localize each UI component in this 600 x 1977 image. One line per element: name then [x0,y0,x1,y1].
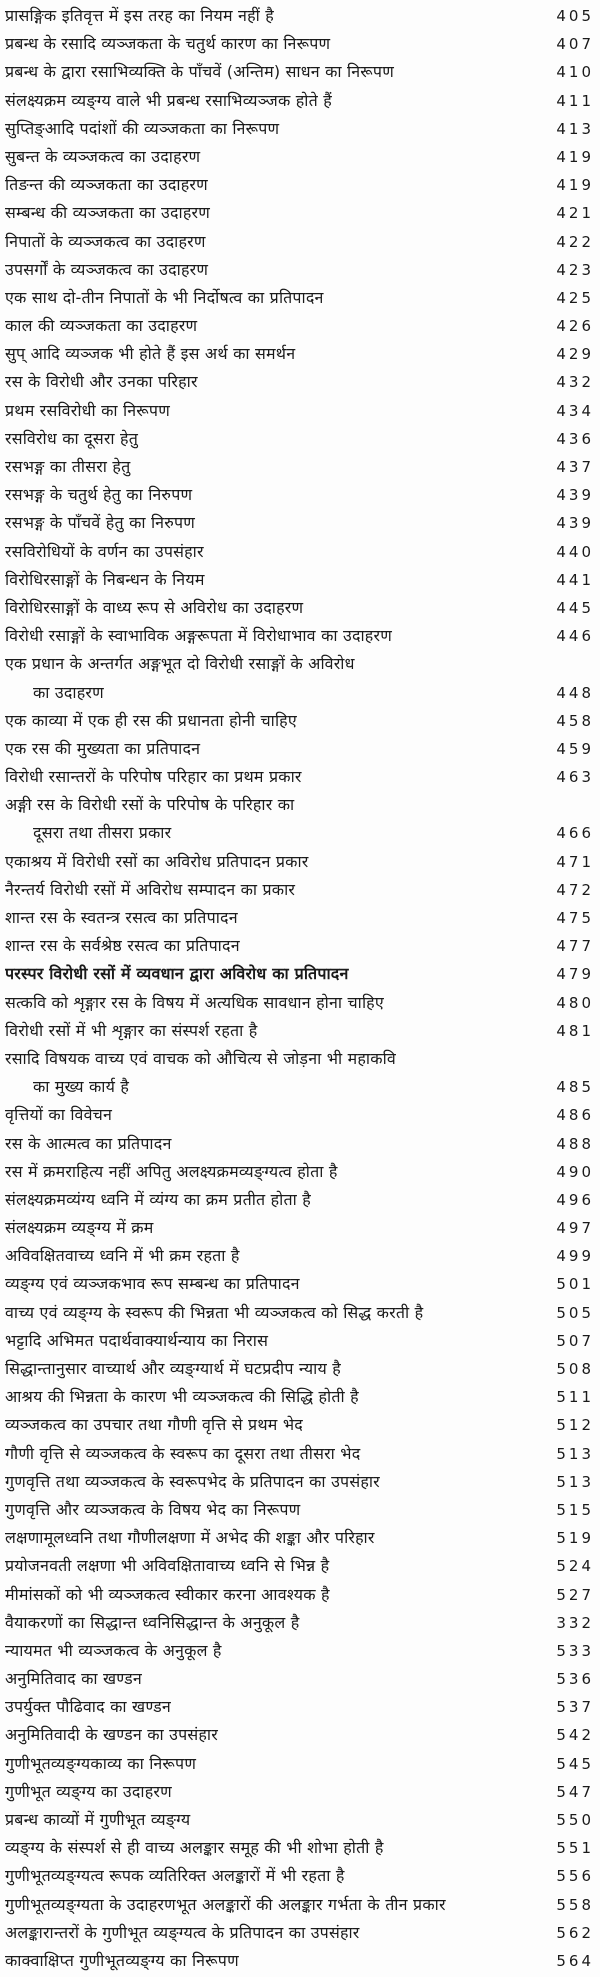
toc-entry-title: रस के विरोधी और उनका परिहार [5,372,198,392]
table-of-contents [5,2,594,1975]
toc-line [5,960,594,988]
toc-line [5,1186,594,1214]
toc-entry-title: व्यञ्जकत्व का उपचार तथा गौणी वृत्ति से प्रथम भेद [5,1415,303,1435]
toc-line [5,171,594,199]
toc-line [5,679,594,707]
toc-entry-title: प्रबन्ध के द्वारा रसाभिव्यक्ति के पाँचवें (अन्तिम) साधन का निरूपण [5,62,394,82]
toc-line [5,312,594,340]
toc-line [5,1101,594,1129]
toc-entry-page-number: 533 [556,1641,594,1660]
toc-entry-title: गुणवृत्ति तथा व्यञ्जकत्व के स्वरूपभेद के प्रतिपादन का उपसंहार [5,1471,380,1491]
toc-entry-page-number: 527 [556,1585,594,1604]
toc-entry-page-number: 448 [556,683,594,702]
toc-line [5,989,594,1017]
toc-entry-page-number: 440 [556,542,594,561]
toc-entry-title: उपसर्गों के व्यञ्जकत्व का उदाहरण [5,259,209,279]
toc-line [5,1355,594,1383]
toc-entry-title: गुणीभूत व्यङ्ग्य का उदाहरण [5,1781,172,1801]
toc-entry-title: अनुमितिवादी के खण्डन का उपसंहार [5,1725,219,1745]
toc-line [5,735,594,763]
toc-entry-title: रसविरोधियों के वर्णन का उपसंहार [5,541,204,561]
toc-entry-page-number: 410 [556,63,594,82]
toc-entry-page-number: 480 [556,993,594,1012]
toc-line [5,30,594,58]
toc-line [5,1158,594,1186]
toc-entry-title: रस में क्रमराहित्य नहीं अपितु अलक्ष्यक्रमव्यङ्ग्यत्व होता है [5,1161,338,1181]
toc-entry-page-number: 411 [556,91,594,110]
toc-entry-title: विरोधिरसाङ्गों के निबन्धन के नियम [5,569,205,589]
toc-entry-title: उपर्युक्त पौढिवाद का खण्डन [5,1697,171,1717]
toc-entry-title: वृत्तियों का विवेचन [5,1105,113,1125]
toc-entry-title: अनुमितिवाद का खण्डन [5,1669,142,1689]
toc-entry-title: काल की व्यञ्जकता का उदाहरण [5,316,198,336]
toc-entry-title: अविवक्षितवाच्य ध्वनि में भी क्रम रहता है [5,1246,240,1266]
toc-line [5,594,594,622]
toc-entry-page-number: 432 [556,373,594,392]
toc-line [5,1270,594,1298]
toc-entry-page-number: 434 [556,401,594,420]
toc-line [5,1130,594,1158]
toc-line [5,453,594,481]
toc-line [5,340,594,368]
toc-entry-page-number: 547 [556,1782,594,1801]
toc-entry-page-number: 486 [556,1106,594,1125]
toc-line [5,1834,594,1862]
toc-entry-title: व्यङ्ग्य के संस्पर्श से ही वाच्य अलङ्कार समूह की भी शोभा होती है [5,1838,384,1858]
toc-line [5,1242,594,1270]
toc-line [5,1383,594,1411]
toc-entry-page-number: 422 [556,232,594,251]
toc-entry-page-number: 497 [556,1219,594,1238]
toc-line [5,1017,594,1045]
toc-entry-title: रसादि विषयक वाच्य एवं वाचक को औचित्य से जोड़ना भी महाकवि [5,1048,396,1068]
toc-line [5,1750,594,1778]
toc-entry-title: संलक्ष्यक्रमव्यंग्य ध्वनि में व्यंग्य का क्रम प्रतीत होता है [5,1189,311,1209]
toc-line [5,481,594,509]
toc-entry-title: रसभङ्ग के पाँचवें हेतु का निरुपण [5,513,196,533]
toc-entry-page-number: 479 [556,965,594,984]
toc-line [5,1552,594,1580]
toc-entry-title: शान्त रस के सर्वश्रेष्ठ रसत्व का प्रतिपादन [5,936,240,956]
toc-entry-page-number: 542 [556,1726,594,1745]
toc-entry-page-number: 463 [556,768,594,787]
toc-entry-title: विरोधी रसों में भी शृङ्गार का संस्पर्श रहता है [5,1020,258,1040]
toc-line [5,1693,594,1721]
toc-entry-page-number: 426 [556,317,594,336]
toc-entry-title: प्रासङ्गिक इतिवृत्त में इस तरह का नियम नहीं है [5,6,274,25]
toc-entry-title: प्रबन्ध के रसादि व्यञ्जकता के चतुर्थ कारण का निरूपण [5,34,331,54]
toc-entry-page-number: 499 [556,1247,594,1266]
toc-entry-title: लक्षणामूलध्वनि तथा गौणीलक्षणा में अभेद की शङ्का और परिहार [5,1528,375,1548]
toc-line [5,1891,594,1919]
toc-line [5,819,594,847]
toc-entry-page-number: 459 [556,739,594,758]
toc-entry-page-number: 429 [556,345,594,364]
toc-line [5,1806,594,1834]
toc-entry-page-number: 439 [556,514,594,533]
toc-entry-title: एकाश्रय में विरोधी रसों का अविरोध प्रतिपादन प्रकार [5,851,309,871]
toc-entry-title: गुणवृत्ति और व्यञ्जकत्व के विषय भेद का निरूपण [5,1499,301,1519]
toc-entry-page-number: 562 [556,1923,594,1942]
toc-line [5,622,594,650]
toc-entry-page-number: 445 [556,598,594,617]
toc-entry-title: निपातों के व्यञ्जकत्व का उदाहरण [5,231,206,251]
toc-line [5,707,594,735]
toc-entry-page-number: 481 [556,1021,594,1040]
toc-entry-page-number: 472 [556,880,594,899]
toc-entry-title: शान्त रस के स्वतन्त्र रसत्व का प्रतिपादन [5,908,238,927]
toc-line [5,143,594,171]
toc-entry-title: रसविरोध का दूसरा हेतु [5,428,139,448]
toc-entry-page-number: 471 [556,852,594,871]
toc-entry-page-number: 458 [556,711,594,730]
toc-line [5,650,594,678]
toc-entry-title: गुणीभूतव्यङ्ग्यत्व रूपक व्यतिरिक्त अलङ्कारों में भी रहता है [5,1866,345,1886]
toc-line [5,87,594,115]
toc-entry-title: रस के आत्मत्व का प्रतिपादन [5,1133,172,1153]
toc-line [5,397,594,425]
toc-entry-page-number: 475 [556,909,594,927]
toc-line [5,1411,594,1439]
toc-line [5,256,594,284]
toc-entry-page-number: 413 [556,119,594,138]
toc-entry-page-number: 437 [556,458,594,476]
toc-line [5,1073,594,1101]
toc-entry-page-number: 436 [556,429,594,448]
toc-line [5,1665,594,1693]
toc-line [5,115,594,143]
toc-entry-title: प्रथम रसविरोधी का निरूपण [5,400,170,420]
toc-entry-page-number: 421 [556,204,594,223]
toc-line [5,1524,594,1552]
toc-entry-title: आश्रय की भिन्नता के कारण भी व्यञ्जकत्व की सिद्धि होती है [5,1387,359,1407]
toc-line [5,1214,594,1242]
toc-entry-title: सिद्धान्तानुसार वाच्यार्थ और व्यङ्ग्यार्थ में घटप्रदीप न्याय है [5,1359,341,1378]
toc-entry-title: भट्टादि अभिमत पदार्थवाक्यार्थन्याय का निरास [5,1330,269,1350]
toc-entry-title: एक काव्या में एक ही रस की प्रधानता होनी चाहिए [5,710,297,730]
toc-entry-page-number: 332 [556,1613,594,1632]
toc-entry-title: एक साथ दो-तीन निपातों के भी निर्दोषत्व का प्रतिपादन [5,287,324,307]
toc-line [5,368,594,396]
toc-entry-page-number: 536 [556,1670,594,1689]
toc-entry-title: विरोधिरसाङ्गों के वाध्य रूप से अविरोध का उदाहरण [5,597,304,617]
toc-entry-page-number: 488 [556,1134,594,1153]
toc-entry-page-number: 405 [556,7,594,25]
toc-entry-title: वैयाकरणों का सिद्धान्त ध्वनिसिद्धान्त के अनुकूल है [5,1612,300,1632]
toc-entry-page-number: 419 [556,176,594,195]
toc-line [5,425,594,453]
toc-entry-page-number: 508 [556,1360,594,1378]
toc-line [5,2,594,30]
toc-line [5,1778,594,1806]
toc-line [5,1468,594,1496]
toc-entry-page-number: 425 [556,288,594,307]
toc-entry-title: प्रबन्ध काव्यों में गुणीभूत व्यङ्ग्य [5,1810,191,1829]
toc-entry-page-number: 496 [556,1190,594,1209]
toc-entry-page-number: 477 [556,937,594,956]
toc-entry-title: मीमांसकों को भी व्यञ्जकत्व स्वीकार करना आवश्यक है [5,1584,330,1604]
toc-line [5,566,594,594]
toc-entry-page-number: 441 [556,570,594,589]
toc-line [5,538,594,566]
toc-line [5,1496,594,1524]
toc-line [5,1637,594,1665]
toc-entry-title: विरोधी रसाङ्गों के स्वाभाविक अङ्गरूपता में विरोधाभाव का उदाहरण [5,626,393,646]
toc-line [5,791,594,819]
toc-entry-title: गौणी वृत्ति से व्यञ्जकत्व के स्वरूप का दूसरा तथा तीसरा भेद [5,1443,361,1463]
toc-line [5,1299,594,1327]
toc-entry-title: सत्कवि को शृङ्गार रस के विषय में अत्यधिक सावधान होना चाहिए [5,992,384,1012]
toc-line [5,1045,594,1073]
toc-line [5,876,594,904]
toc-entry-title: नैरन्तर्य विरोधी रसों में अविरोध सम्पादन का प्रकार [5,879,296,899]
toc-entry-page-number: 556 [556,1867,594,1886]
toc-line [5,1581,594,1609]
toc-line [5,284,594,312]
toc-entry-title: अङ्गी रस के विरोधी रसों के परिपोष के परिहार का [5,795,295,815]
toc-entry-title: दूसरा तथा तीसरा प्रकार [33,823,172,843]
toc-entry-page-number: 490 [556,1162,594,1181]
toc-line [5,848,594,876]
toc-entry-title: विरोधी रसान्तरों के परिपोष परिहार का प्रथम प्रकार [5,767,302,787]
toc-entry-title: का उदाहरण [33,682,104,702]
toc-entry-title: सुप् आदि व्यञ्जक भी होते हैं इस अर्थ का समर्थन [5,344,296,364]
toc-line [5,1609,594,1637]
toc-line [5,763,594,791]
toc-line [5,1327,594,1355]
toc-line [5,932,594,960]
toc-entry-page-number: 558 [556,1895,594,1914]
toc-entry-page-number: 507 [556,1331,594,1350]
toc-entry-title: तिङन्त की व्यञ्जकता का उदाहरण [5,175,208,195]
toc-entry-title: काक्वाक्षिप्त गुणीभूतव्यङ्ग्य का निरूपण [5,1950,239,1970]
toc-entry-title: सुप्तिङ्आदि पदांशों की व्यञ्जकता का निरूपण [5,118,280,138]
toc-line [5,1919,594,1947]
toc-entry-title: एक प्रधान के अन्तर्गत अङ्गभूत दो विरोधी रसाङ्गों के अविरोध [5,654,355,674]
toc-line [5,58,594,86]
toc-entry-page-number: 537 [556,1698,594,1717]
toc-entry-title: अलङ्कारान्तरों के गुणीभूत व्यङ्ग्यत्व के प्रतिपादन का उपसंहार [5,1922,360,1942]
toc-entry-title: रसभङ्ग के चतुर्थ हेतु का निरुपण [5,485,193,505]
toc-entry-title: प्रयोजनवती लक्षणा भी अविवक्षितावाच्य ध्वनि से भिन्न है [5,1556,330,1576]
toc-entry-title: सुबन्त के व्यञ्जकत्व का उदाहरण [5,146,201,166]
toc-entry-page-number: 511 [556,1388,594,1407]
toc-line [5,904,594,932]
toc-line [5,199,594,227]
toc-line [5,1440,594,1468]
toc-entry-title: गुणीभूतव्यङ्ग्यता के उदाहरणभूत अलङ्कारों की अलङ्कार गर्भता के तीन प्रकार [5,1894,446,1914]
toc-entry-page-number: 545 [556,1754,594,1773]
toc-entry-page-number: 446 [556,627,594,646]
toc-entry-title: गुणीभूतव्यङ्ग्यकाव्य का निरूपण [5,1753,197,1773]
toc-line [5,1721,594,1749]
toc-entry-page-number: 550 [556,1811,594,1829]
toc-entry-page-number: 524 [556,1557,594,1576]
toc-entry-page-number: 439 [556,486,594,505]
toc-entry-title: संलक्ष्यक्रम व्यङ्ग्य वाले भी प्रबन्ध रसाभिव्यञ्जक होते हैं [5,90,332,110]
toc-entry-page-number: 505 [556,1303,594,1322]
toc-entry-title: वाच्य एवं व्यङ्ग्य के स्वरूप की भिन्नता भी व्यञ्जकत्व को सिद्ध करती है [5,1302,424,1322]
toc-entry-page-number: 513 [556,1472,594,1491]
toc-entry-page-number: 513 [556,1444,594,1463]
toc-entry-page-number: 551 [556,1839,594,1858]
toc-line [5,228,594,256]
toc-line [5,1947,594,1975]
toc-line [5,1862,594,1890]
toc-entry-title: व्यङ्ग्य एवं व्यञ्जकभाव रूप सम्बन्ध का प्रतिपादन [5,1274,300,1294]
toc-line [5,509,594,537]
toc-entry-title: परस्पर विरोधी रसों में व्यवधान द्वारा अविरोध का प्रतिपादन [5,964,349,984]
toc-entry-title: संलक्ष्यक्रम व्यङ्ग्य में क्रम [5,1218,154,1238]
toc-entry-title: रसभङ्ग का तीसरा हेतु [5,457,131,476]
toc-entry-page-number: 519 [556,1529,594,1548]
toc-entry-page-number: 512 [556,1416,594,1435]
toc-entry-page-number: 466 [556,824,594,843]
toc-entry-title: सम्बन्ध की व्यञ्जकता का उदाहरण [5,203,211,223]
toc-entry-page-number: 485 [556,1078,594,1097]
toc-entry-title: न्यायमत भी व्यञ्जकत्व के अनुकूल है [5,1640,222,1660]
toc-entry-page-number: 407 [556,35,594,54]
toc-entry-title: एक रस की मुख्यता का प्रतिपादन [5,738,201,758]
toc-entry-page-number: 564 [556,1951,594,1970]
toc-entry-page-number: 501 [556,1275,594,1294]
toc-entry-title: का मुख्य कार्य है [33,1077,130,1097]
toc-entry-page-number: 423 [556,260,594,279]
toc-entry-page-number: 515 [556,1500,594,1519]
toc-entry-page-number: 419 [556,147,594,166]
